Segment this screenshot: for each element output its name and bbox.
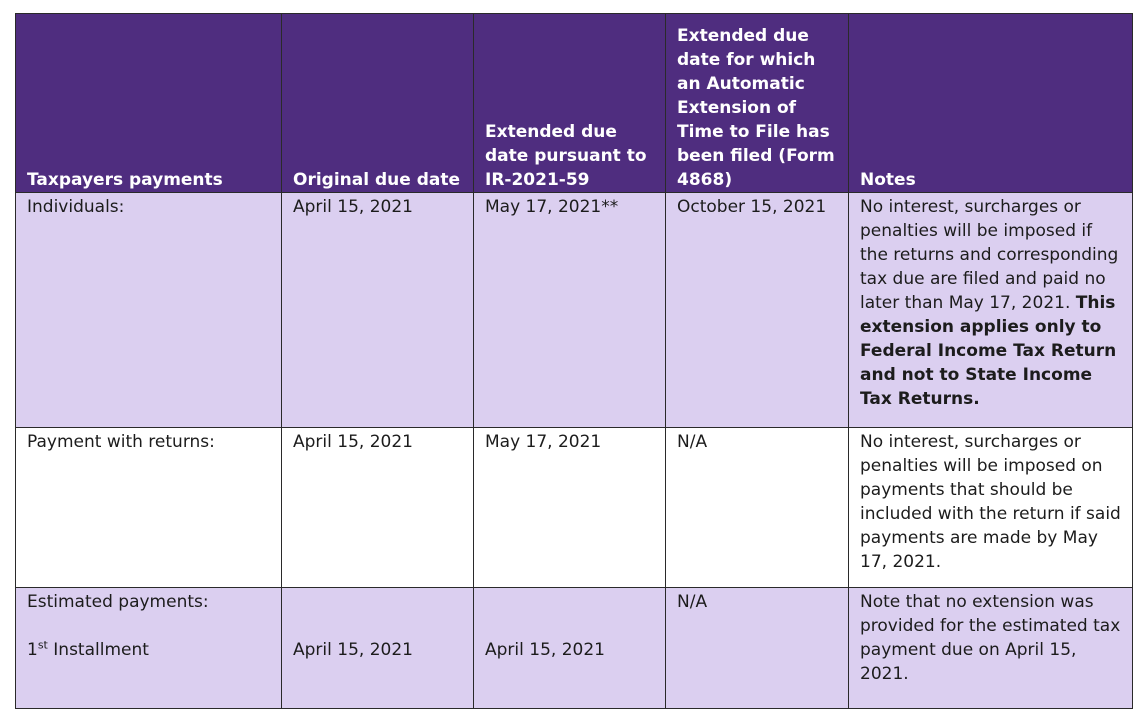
cell-original-date: April 15, 2021	[282, 193, 474, 428]
cell-automatic-date: N/A	[666, 588, 849, 709]
header-row	[16, 14, 1133, 193]
cell-automatic-date: N/A	[666, 428, 849, 588]
header-taxpayers-payments: Taxpayers payments	[16, 14, 282, 193]
header-original-due-date: Original due date	[282, 14, 474, 193]
installment-label: 1st Installment	[27, 638, 149, 660]
cell-extended-date: April 15, 2021	[474, 588, 666, 709]
cell-notes	[849, 193, 1133, 428]
cell-taxpayer: Payment with returns:	[16, 428, 282, 588]
cell-taxpayer	[16, 588, 282, 709]
header-notes: Notes	[849, 14, 1133, 193]
cell-taxpayer: Individuals:	[16, 193, 282, 428]
cell-original-date: April 15, 2021	[282, 588, 474, 709]
cell-original-date: April 15, 2021	[282, 428, 474, 588]
table-row-individuals	[16, 193, 1133, 428]
estimated-payments-label: Estimated payments:	[27, 592, 209, 612]
cell-notes: No interest, surcharges or penalties will be imposed on payments that should be included with the return if said payments are made by May 17, 2021.	[849, 428, 1133, 588]
notes-text: No interest, surcharges or penalties will be imposed if the returns and corresponding tax due are filed and paid no later than May 17, 2021.	[860, 197, 1119, 313]
cell-extended-date: May 17, 2021**	[474, 193, 666, 428]
notes-bold-text: This extension applies only to Federal Income Tax Return and not to State Income Tax Returns.	[860, 293, 1117, 409]
header-extended-due-date: Extended due date pursuant to IR-2021-59	[474, 14, 666, 193]
cell-notes: Note that no extension was provided for the estimated tax payment due on April 15, 2021.	[849, 588, 1133, 709]
table-row-payment-with-returns	[16, 428, 1133, 588]
tax-due-dates-table	[15, 13, 1133, 709]
header-automatic-extension: Extended due date for which an Automatic Extension of Time to File has been filed (Form 4868)	[666, 14, 849, 193]
table-row-estimated-payments	[16, 588, 1133, 709]
cell-extended-date: May 17, 2021	[474, 428, 666, 588]
cell-automatic-date: October 15, 2021	[666, 193, 849, 428]
